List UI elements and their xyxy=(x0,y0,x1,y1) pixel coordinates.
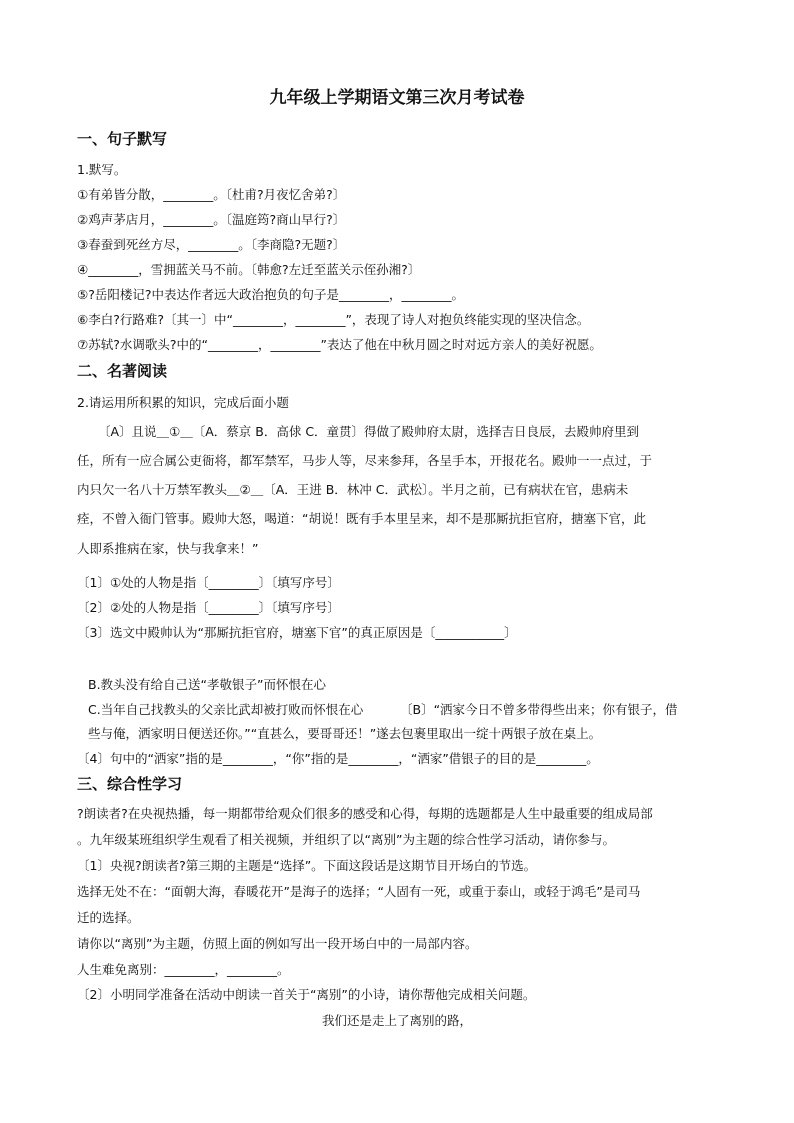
page-title: 九年级上学期语文第三次月考试卷 xyxy=(269,88,525,108)
passage-b-line: 些与俺，洒家明日便送还你。”“直甚么，要哥哥还！”遂去包裹里取出一绽十两银子放在桌上。 xyxy=(88,726,602,741)
body-line: 请你以“离别”为主题，仿照上面的例如写出一段开场白中的一局部内容。 xyxy=(77,936,478,951)
body-line: 人生难免离别：________，________。 xyxy=(77,962,290,977)
question-2-prompt: 2.请运用所积累的知识，完成后面小题 xyxy=(77,395,289,410)
passage-b-line: 〔B〕“洒家今日不曾多带得些出来；你有银子，借 xyxy=(400,702,678,717)
passage-a-line: 内只欠一名八十万禁军教头＿②＿〔A．王进 B．林冲 C．武松〕。半月之前，已有病状在官，患病未 xyxy=(77,482,629,497)
dictation-item: ⑤?岳阳楼记?中表达作者远大政治抱负的句子是________，________。 xyxy=(77,287,464,302)
option-b: B.教头没有给自己送“孝敬银子”而怀恨在心 xyxy=(88,677,327,692)
poem-line: 我们还是走上了离别的路， xyxy=(321,1013,472,1028)
dictation-item: ②鸡声茅店月，________。〔温庭筠?商山早行?〕 xyxy=(77,212,346,227)
dictation-item: ⑥李白?行路难?〔其一〕中“________，________”，表现了诗人对抱负终能实现的坚决信念。 xyxy=(77,312,590,327)
passage-a-line: 痊，不曾入衙门管事。殿帅大怒，喝道：“胡说！既有手本里呈来，却不是那厮抗拒官府，搪塞下官，此 xyxy=(77,511,646,526)
body-line: 〔2〕小明同学准备在活动中朗读一首关于“离别”的小诗，请你帮他完成相关问题。 xyxy=(77,987,536,1002)
body-line: 选择无处不在：“面朝大海，春暖花开”是海子的选择；“人固有一死，或重于泰山，或轻于鸿毛”是司马 xyxy=(77,884,641,899)
sub-question: 〔4〕句中的“洒家”指的是________，“你”指的是________，“洒家”借银子的目的是________。 xyxy=(77,751,599,766)
passage-a-line: 〔A〕且说＿①＿〔A．蔡京 B．高俅 C．童贯〕得做了殿帅府太尉，选择吉日良辰，去殿帅府里到 xyxy=(98,424,640,439)
section-heading-2: 二、名著阅读 xyxy=(77,362,168,380)
dictation-item: ⑦苏轼?水调歌头?中的“________，________”表达了他在中秋月圆之时对远方亲人的美好祝愿。 xyxy=(77,337,602,352)
question-1-prompt: 1.默写。 xyxy=(77,162,127,177)
passage-a-line: 人即系推病在家，快与我拿来！” xyxy=(77,541,259,556)
dictation-item: ①有弟皆分散，________。〔杜甫?月夜忆舍弟?〕 xyxy=(77,187,346,202)
option-c: C.当年自己找教头的父亲比武却被打败而怀恨在心 xyxy=(88,702,364,717)
sub-question: 〔1〕①处的人物是指〔________〕〔填写序号〕 xyxy=(77,575,340,590)
section-heading-1: 一、句子默写 xyxy=(77,130,168,148)
sub-question: 〔3〕选文中殿帅认为“那厮抗拒官府，塘塞下官”的真正原因是〔___________〕 xyxy=(77,625,517,640)
body-line: 〔1〕央视?朗读者?第三期的主题是“选择”。下面这段话是这期节目开场白的节选。 xyxy=(77,858,537,873)
dictation-item: ③春蚕到死丝方尽，________。〔李商隐?无题?〕 xyxy=(77,237,346,252)
sub-question: 〔2〕②处的人物是指〔________〕〔填写序号〕 xyxy=(77,600,340,615)
body-line: 迁的选择。 xyxy=(77,910,140,925)
passage-a-line: 任，所有一应合属公吏衙将，都军禁军，马步人等，尽来参拜，各呈手本，开报花名。殿帅一一点过，于 xyxy=(77,453,653,468)
dictation-item: ④________，雪拥蓝关马不前。〔韩愈?左迁至蓝关示侄孙湘?〕 xyxy=(77,262,421,277)
section-heading-3: 三、综合性学习 xyxy=(77,775,183,793)
body-line: 。九年级某班组织学生观看了相关视频，并组织了以“离别”为主题的综合性学习活动，请你参与。 xyxy=(77,832,615,847)
body-line: ?朗读者?在央视热播，每一期都带给观众们很多的感受和心得，每期的选题都是人生中最重要的组成局部 xyxy=(77,806,653,821)
